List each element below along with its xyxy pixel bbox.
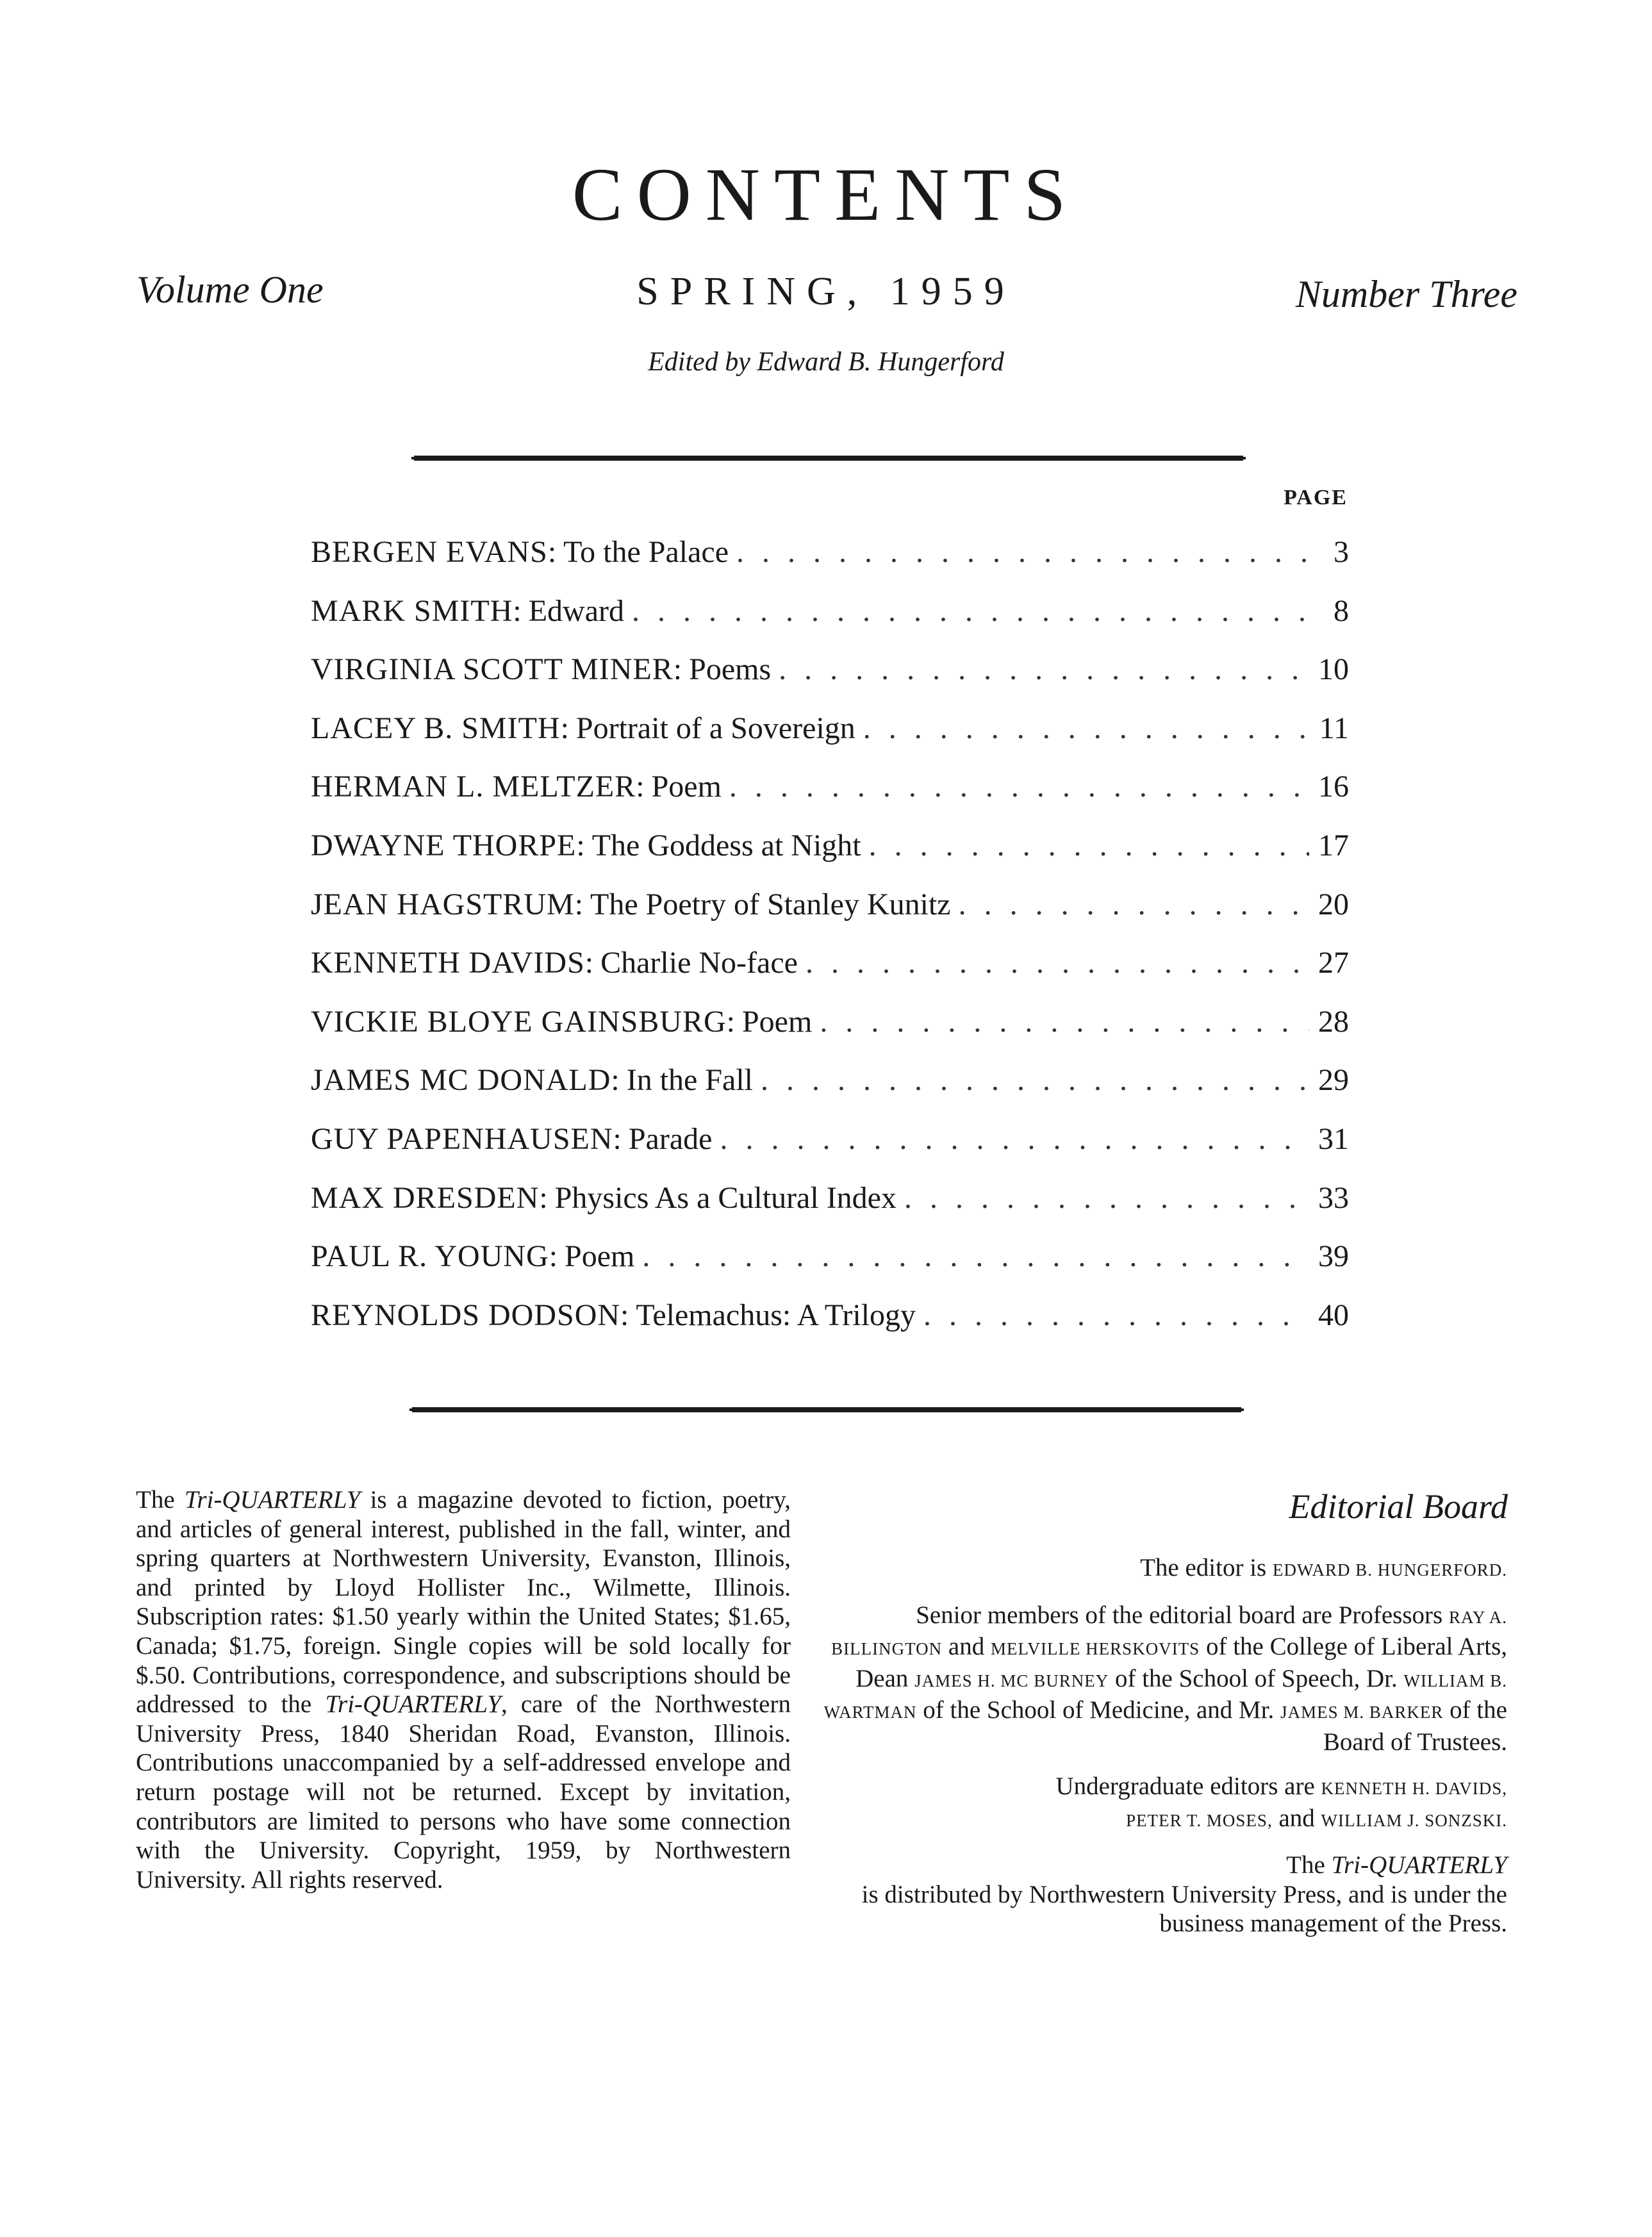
publication-notice [136,1485,791,1894]
toc-author: LACEY B. SMITH: [311,711,570,745]
dot-leader [632,593,1309,629]
member-name: MELVILLE HERSKOVITS [990,1639,1200,1658]
board-text: The [1286,1851,1332,1879]
distribution-note [802,1851,1507,1938]
toc-entry[interactable] [311,1239,1349,1298]
member-name: KENNETH H. DAVIDS, [1321,1779,1507,1798]
toc-entry[interactable] [311,1121,1349,1180]
toc-page: 3 [1334,535,1349,569]
dot-leader [805,945,1309,980]
board-text: of the Board of Trustees. [1323,1696,1507,1756]
toc-page: 39 [1318,1239,1349,1274]
table-of-contents [311,534,1349,1356]
toc-author: REYNOLDS DODSON: [311,1298,630,1332]
toc-title: Poem [565,1239,635,1274]
toc-title: Charlie No-face [600,946,798,980]
toc-page: 28 [1318,1004,1349,1039]
toc-author: JAMES MC DONALD: [311,1063,620,1098]
member-name: WILLIAM J. SONZSKI. [1321,1810,1507,1830]
issue-number: Number Three [1295,273,1517,315]
toc-page: 31 [1318,1121,1349,1156]
board-text: is distributed by Northwestern University Press, and is under the business management of the Press. [861,1880,1507,1937]
editor-credit: Edited by Edward B. Hungerford [648,347,1004,377]
toc-title: Poems [689,652,772,687]
dot-leader [642,1239,1309,1274]
toc-title: Poem [741,1004,813,1039]
dot-leader [863,711,1309,746]
toc-title: Edward [528,593,624,628]
toc-title: Physics As a Cultural Index [554,1180,896,1215]
member-name: PETER T. MOSES, [1126,1810,1273,1830]
dot-leader [779,652,1309,687]
board-text: and [942,1633,991,1660]
toc-title: In the Fall [626,1063,754,1098]
toc-title: The Poetry of Stanley Kunitz [590,887,951,921]
dot-leader [904,1180,1309,1216]
toc-page: 16 [1318,770,1349,804]
dot-leader [736,534,1309,570]
board-text: and [1272,1804,1321,1832]
notice-text: , care of the Northwestern University Press, 1840 Sheridan Road, Evanston, Illinois. Contributions unaccompanied by a self-addressed envelope and return postage will not be returned. Except by invitation, contributors are limited to persons who have some connection with the University. Copyright, 1959, by Northwestern University. All rights reserved. [136,1690,791,1894]
toc-author: BERGEN EVANS: [311,535,558,569]
toc-entry[interactable] [311,593,1349,652]
toc-author: HERMAN L. MELTZER: [311,770,645,804]
toc-entry[interactable] [311,1298,1349,1357]
toc-page: 17 [1318,828,1349,863]
toc-entry[interactable] [311,652,1349,711]
toc-page: 33 [1318,1180,1349,1215]
member-name: RAY A. BILLINGTON [831,1607,1507,1658]
board-text: of the College of Liberal Arts, Dean [855,1633,1507,1692]
dot-leader [729,769,1309,804]
issue-season: SPRING, 1959 [636,270,1016,313]
toc-title: Telemachus: A Trilogy [636,1298,916,1332]
editor-name: EDWARD B. HUNGERFORD. [1272,1560,1507,1580]
toc-page: 29 [1318,1063,1349,1098]
volume-label: Volume One [136,268,324,311]
member-name: WILLIAM B. WARTMAN [823,1671,1507,1722]
toc-author: JEAN HAGSTRUM: [311,887,584,921]
toc-author: PAUL R. YOUNG: [311,1239,559,1274]
toc-page: 10 [1318,652,1349,687]
dot-leader [820,1004,1309,1039]
top-divider [414,456,1243,461]
toc-title: Portrait of a Sovereign [575,711,855,745]
toc-title: The Goddess at Night [591,828,861,863]
toc-author: VIRGINIA SCOTT MINER: [311,652,683,687]
undergraduate-editors [802,1772,1507,1835]
toc-entry[interactable] [311,945,1349,1004]
toc-entry[interactable] [311,828,1349,887]
toc-title: To the Palace [563,535,729,569]
toc-entry[interactable] [311,769,1349,828]
dot-leader [869,828,1309,863]
toc-entry[interactable] [311,887,1349,946]
editor-line [802,1553,1507,1585]
magazine-name: Tri-QUARTERLY [325,1690,501,1719]
toc-entry[interactable] [311,711,1349,770]
toc-title: Poem [651,770,722,804]
notice-text: is a magazine devoted to fiction, poetry, and articles of general interest, published in the fall, winter, and spring quarters at Northwestern University, Evanston, Illinois, and printed by Lloyd Hollister Inc., Wilmette, Illinois. Subscription rates: $1.50 yearly within the United States; $1.65, Canada; $1.75, foreign. Single copies will be sold locally for $.50. Contributions, correspondence, and subscriptions should be addressed to the [136,1486,791,1719]
editorial-board-heading: Editorial Board [1289,1487,1508,1526]
dot-leader [959,887,1309,922]
senior-members [802,1601,1507,1757]
toc-page: 40 [1318,1298,1349,1332]
toc-author: MARK SMITH: [311,593,522,628]
member-name: JAMES H. MC BURNEY [914,1671,1109,1690]
toc-entry[interactable] [311,1180,1349,1239]
dot-leader [923,1298,1309,1333]
bottom-divider [412,1407,1241,1412]
board-text: of the School of Medicine, and Mr. [916,1696,1281,1724]
page-title: CONTENTS [572,153,1080,236]
toc-page: 27 [1318,946,1349,980]
toc-page: 20 [1318,887,1349,921]
toc-author: GUY PAPENHAUSEN: [311,1121,622,1156]
toc-page: 11 [1319,711,1349,745]
toc-page: 8 [1334,593,1349,628]
dot-leader [720,1121,1309,1157]
page-column-heading: PAGE [1284,486,1348,509]
board-text: of the School of Speech, Dr. [1109,1664,1404,1692]
board-text: Senior members of the editorial board are Professors [916,1601,1449,1629]
toc-entry[interactable] [311,534,1349,593]
board-text: The editor is [1140,1554,1273,1581]
toc-title: Parade [628,1121,713,1156]
toc-author: VICKIE BLOYE GAINSBURG: [311,1004,736,1039]
toc-author: KENNETH DAVIDS: [311,946,595,980]
toc-author: DWAYNE THORPE: [311,828,586,863]
dot-leader [761,1062,1309,1098]
toc-entry[interactable] [311,1004,1349,1063]
toc-author: MAX DRESDEN: [311,1180,549,1215]
magazine-name: Tri-QUARTERLY [184,1486,361,1514]
magazine-name: Tri-QUARTERLY [1331,1851,1507,1879]
editorial-board [802,1553,1507,1954]
notice-text: The [136,1486,185,1514]
board-text: Undergraduate editors are [1055,1772,1321,1800]
member-name: JAMES M. BARKER [1280,1703,1444,1722]
toc-entry[interactable] [311,1062,1349,1121]
